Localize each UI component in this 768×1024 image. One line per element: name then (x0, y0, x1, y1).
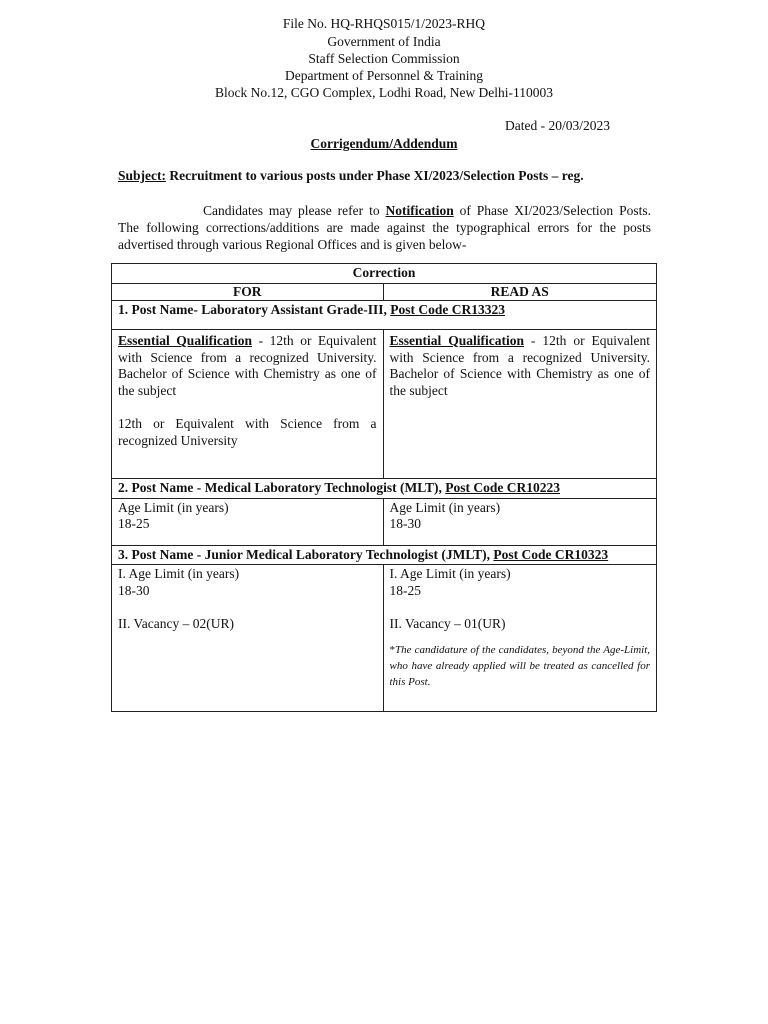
post2-read-cell (383, 498, 657, 545)
post2-name: 2. Post Name - Medical Laboratory Technologist (MLT), (118, 480, 446, 495)
post3-name: 3. Post Name - Junior Medical Laboratory Technologist (JMLT), (118, 546, 494, 562)
office-address: Block No.12, CGO Complex, Lodhi Road, New Delhi-110003 (214, 85, 554, 100)
post2-for-cell (112, 498, 384, 545)
post3-read-vacancy: II. Vacancy – 01(UR) (389, 616, 506, 631)
notification-link-text: Notification (385, 203, 454, 218)
commission-name: Staff Selection Commission (308, 51, 460, 66)
subject-text: Recruitment to various posts under Phase XI/2023/Selection Posts – reg. (166, 168, 584, 183)
post2-code: Post Code CR10223 (445, 480, 560, 495)
post2-read-value: 18-30 (389, 516, 421, 531)
post1-read-text: - 12th or Equivalent with Science from a recognized University. Bachelor of Science with Chemistry as one of the subject (389, 333, 650, 398)
post3-cancellation-note (390, 642, 651, 690)
subject-line (118, 168, 658, 184)
post3-code: Post Code CR10323 (493, 546, 609, 562)
post1-for-cell (112, 330, 384, 479)
intro-paragraph (118, 202, 651, 253)
file-number: File No. HQ-RHQS015/1/2023-RHQ (282, 16, 486, 31)
table-caption: Correction (112, 264, 657, 284)
post2-for-label: Age Limit (in years) (118, 499, 229, 515)
post1-for-text2: 12th or Equivalent with Science from a recognized University (118, 416, 377, 448)
subject-label: Subject: (118, 168, 166, 183)
post3-read-age-value: 18-25 (389, 582, 421, 598)
column-header-read-as: READ AS (383, 283, 657, 301)
post3-read-age-label: I. Age Limit (in years) (389, 566, 511, 581)
document-title: Corrigendum/Addendum (310, 136, 458, 151)
note-text: The candidature of the candidates, beyond the Age-Limit, who have already applied will be treated as cancelled for this Post. (389, 643, 650, 688)
post1-code: Post Code CR13323 (390, 302, 505, 317)
post3-for-vacancy: II. Vacancy – 02(UR) (118, 616, 234, 631)
note-asterisk: * (389, 643, 395, 656)
post1-read-cell (383, 330, 657, 479)
post2-heading (112, 479, 657, 499)
post2-for-value: 18-25 (118, 516, 150, 531)
post1-read-label: Essential Qualification (389, 333, 524, 348)
post1-for-label: Essential Qualification (118, 333, 253, 348)
post2-read-label: Age Limit (in years) (389, 499, 501, 515)
government-name: Government of India (327, 34, 441, 49)
post1-name: 1. Post Name- Laboratory Assistant Grade-III, (118, 302, 391, 317)
post3-read-cell (383, 565, 657, 712)
post1-heading (112, 301, 657, 330)
post1-for-text: - 12th or Equivalent with Science from a recognized University. Bachelor of Science with Chemistry as one of the subject (118, 333, 377, 398)
post3-for-cell (112, 565, 384, 712)
intro-part1: Candidates may please refer to (203, 203, 386, 218)
department-name: Department of Personnel & Training (285, 68, 483, 83)
column-header-for: FOR (112, 283, 384, 301)
post3-for-age-value: 18-30 (118, 582, 150, 598)
intro-part2: of Phase XI/2023/Selection Posts. The following corrections/additions are made against the typographical errors for the posts advertised through various Regional Offices and is given below- (118, 203, 651, 252)
post3-for-age-label: I. Age Limit (in years) (118, 566, 240, 581)
post3-heading (112, 545, 657, 565)
correction-table (111, 263, 657, 712)
date-line: Dated - 20/03/2023 (505, 118, 610, 133)
